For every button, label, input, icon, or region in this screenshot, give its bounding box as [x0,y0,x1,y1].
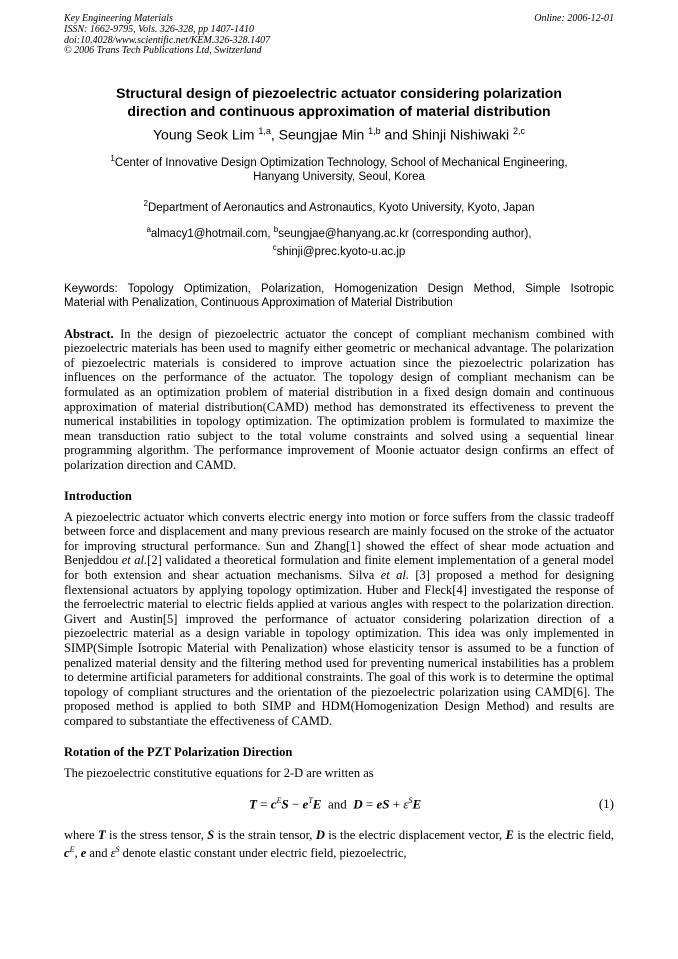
keywords-line-2: Material with Penalization, Continuous Approximation of Material Distribution [64,297,453,310]
author-2: , Seungjae Min [270,126,365,143]
def-epsilon-sup: S [115,844,120,854]
eq-equals-2: = [362,796,377,812]
email-block [64,223,614,260]
intro-text-3: [3] proposed a method for designing flextensional actuators by applying topology optimization. Huber and Fleck[4] investigated the response of the ferroelectric material to electric fields applied at various angles with respect to the polarization direction. Givert and Austin[5] improved the performance of actuator considering polarization direction of a piezoelectric material as a design variable in topology optimization. This idea was only implemented in SIMP(Simple Isotropic Material with Penalization) whose elasticity tensor is assumed to be a function of penalized material density and the filtering method used for preventing numerical instabilities has a problem to determine artificial parameters for additional constraints. The goal of this work is to determine the optimal topology of compliant structures and the orientation of the piezoelectric polarization using CAMD[6]. The proposed method is applied to both SIMP and HDM(Homogenization Design Method) and results are compared to substantiate the effectiveness of CAMD. [64,567,614,728]
affiliation-1 [64,152,614,185]
eq-plus: + [389,796,404,812]
abstract [64,327,614,473]
email-a-sup: a [146,225,151,234]
def-text-3: is the strain tensor, [214,828,316,843]
abstract-text: In the design of piezoelectric actuator the concept of compliant mechanism combined with piezoelectric materials has been used to magnify either geometric or mechanical advantage. The polarization of piezoelectric materials is considered to improve actuation since the piezoelectric polarization has influences on the performance of the actuator. The topology design of compliant mechanism can be formulated as an optimization problem of material distribution in a fixed design domain and continuous approximation of material distribution(CAMD) method has demonstrated its effectiveness to prevent the numerical instabilities in topology optimization. The optimization problem is formulated to maximize the mean transduction ratio subject to the total volume constraints and solved using a sequential linear programming algorithm. The performance improvement of Moonie actuator design confirms an effect of polarization direction and CAMD. [64,326,614,472]
def-e: e [80,845,87,860]
abstract-label: Abstract. [64,326,114,341]
email-c-sup: c [272,243,277,253]
eq-e: e [302,796,309,812]
journal-name: Key Engineering Materials [64,13,173,24]
intro-etal-2: et al. [380,567,409,582]
eq-E-1: E [312,796,322,812]
keywords [64,282,614,311]
introduction-paragraph [64,510,614,729]
equation-number: (1) [598,796,614,812]
aff1-line-1: Center of Innovative Design Optimization Technology, School of Mechanical Engineering, [114,156,568,169]
intro-etal-1: et al. [121,553,148,568]
author-1: Young Seok Lim [153,126,255,143]
author-3-sup: 2,c [512,126,525,137]
aff2-number: 2 [143,198,148,208]
eq-c: c [270,796,277,812]
def-text-4: is the electric displacement vector, [324,828,506,843]
def-text-6: , [74,845,81,860]
eq-T: T [249,796,257,812]
title-line-1: Structural design of piezoelectric actuator considering polarization [116,85,562,102]
rotation-intro: The piezoelectric constitutive equations for 2-D are written as [64,765,374,780]
def-T: T [97,828,106,843]
def-text-1: where [64,828,98,843]
eq-S: S [281,796,289,812]
eq-D: D [353,796,363,812]
def-epsilon: ε [110,845,116,860]
author-3: and Shinji Nishiwaki [380,126,510,143]
email-c[interactable]: shinji@prec.kyoto-u.ac.jp [276,246,406,259]
def-text-2: is the stress tensor, [105,828,208,843]
def-c-sup: E [69,844,75,854]
variable-definitions [64,828,614,860]
title-line-2: direction and continuous approximation of material distribution [127,102,551,119]
equation-1-body [249,796,421,812]
eq-and: and [321,796,354,812]
eq-eS: eS [376,796,390,812]
copyright-line: © 2006 Trans Tech Publications Ltd, Switzerland [64,45,262,57]
def-c: c [64,845,70,860]
email-b-sup: b [273,225,279,234]
eq-epsilon: ε [403,796,409,812]
email-b[interactable]: seungjae@hanyang.ac.kr (corresponding author), [278,227,532,240]
issn-line: ISSN: 1662-9795, Vols. 326-328, pp 1407-1410 [64,23,254,35]
journal-header [64,14,614,57]
def-text-8: denote elastic constant under electric field, piezoelectric, [119,845,407,860]
keywords-line-1: Keywords: Topology Optimization, Polarization, Homogenization Design Method, Simple Isotropic [64,282,614,295]
intro-text-1: A piezoelectric actuator which converts electric energy into motion or force suffers from the classic tradeoff between force and displacement and many previous research are mainly focused on the stroke of the actuator for improving structural performance. Sun and Zhang[1] showed the effect of shear mode actuation and Benjeddou [64,509,614,568]
paper-title [64,85,614,120]
author-list [64,122,614,144]
email-a[interactable]: almacy1@hotmail.com, [150,227,274,240]
affiliation-2 [64,197,614,215]
def-text-7: and [86,845,111,860]
def-D: D [315,828,325,843]
online-date: Online: 2006-12-01 [534,13,614,24]
eq-E-2: E [412,796,422,812]
aff2-text: Department of Aeronautics and Astronautics, Kyoto University, Kyoto, Japan [147,201,535,214]
intro-text-2: [2] validated a theoretical formulation and finite element implementation of a general model for both extension and shear actuation mechanisms. Silva [64,553,614,582]
aff1-line-2: Hanyang University, Seoul, Korea [253,171,425,184]
def-text-5: is the electric field, [513,828,614,843]
def-S: S [207,828,215,843]
author-2-sup: 1,b [368,126,381,137]
def-E: E [505,828,514,843]
equation-1 [64,796,614,816]
rotation-heading: Rotation of the PZT Polarization Direction [64,744,293,759]
author-1-sup: 1,a [258,126,271,137]
eq-minus: − [288,796,303,812]
eq-epsilon-sup: S [408,796,413,806]
eq-c-sup: E [276,796,282,806]
eq-equals-1: = [256,796,271,812]
aff1-number: 1 [110,153,115,163]
introduction-heading: Introduction [64,488,132,503]
doi-line: doi:10.4028/www.scientific.net/KEM.326-328.1407 [64,34,271,46]
eq-e-sup: T [308,796,313,806]
